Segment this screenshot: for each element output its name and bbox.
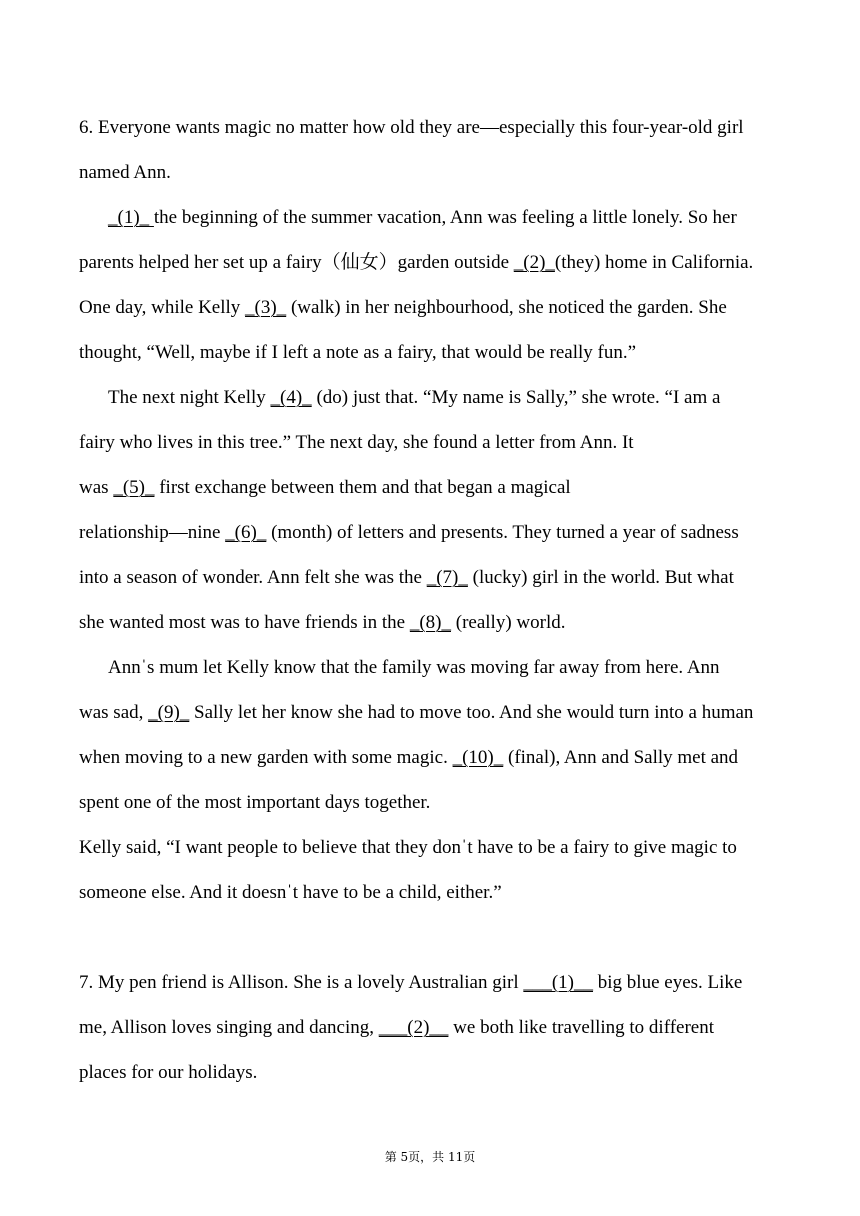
- text: spent one of the most important days together.: [79, 792, 431, 813]
- text: was sad,: [79, 702, 149, 723]
- q6-para3-line-4: [79, 791, 430, 815]
- text: The next night Kelly: [108, 387, 271, 408]
- text: 6. Everyone wants magic no matter how old they are—especially this four-year-old girl: [79, 117, 744, 138]
- text: big blue eyes. Like: [593, 972, 743, 993]
- blank-5: _(5)_: [113, 477, 155, 498]
- text: (really) world.: [451, 612, 566, 633]
- text: fairy who lives in this tree.” The next day, she found a letter from Ann. It: [79, 432, 634, 453]
- blank-7: _(7)_: [426, 567, 468, 588]
- q6-para1-line-2: [79, 251, 753, 275]
- text: when moving to a new garden with some magic.: [79, 747, 453, 768]
- text: into a season of wonder. Ann felt she was the: [79, 567, 427, 588]
- q6-para2-line-2: [79, 431, 634, 455]
- text: Sally let her know she had to move too. And she would turn into a human: [189, 702, 754, 723]
- q7-line-2: [79, 1016, 714, 1040]
- q6-para1-line-4: [79, 341, 636, 365]
- text: the beginning of the summer vacation, Ann was feeling a little lonely. So her: [153, 207, 737, 228]
- q7-line-3: [79, 1061, 257, 1085]
- blank-9: _(9)_: [148, 702, 190, 723]
- q6-para1-line-1: [108, 206, 737, 230]
- text: first exchange between them and that began a magical: [154, 477, 571, 498]
- q6-line-1: [79, 116, 744, 140]
- q6-para3-line-2: [79, 701, 753, 725]
- text: someone else. And it doesnˈt have to be a child, either.”: [79, 882, 502, 903]
- q6-line-2: [79, 161, 171, 185]
- text: (lucky) girl in the world. But what: [467, 567, 734, 588]
- text: (final), Ann and Sally met and: [503, 747, 739, 768]
- page-footer: 第 5页，共 11页: [384, 1150, 476, 1164]
- q6-para2-line-4: [79, 521, 739, 545]
- text: places for our holidays.: [79, 1062, 258, 1083]
- text: me, Allison loves singing and dancing,: [79, 1017, 379, 1038]
- blank-1: _(1)_: [108, 207, 154, 228]
- text: (walk) in her neighbourhood, she noticed the garden. She: [286, 297, 727, 318]
- text: 7. My pen friend is Allison. She is a lovely Australian girl: [79, 972, 524, 993]
- text: we both like travelling to different: [448, 1017, 714, 1038]
- blank-6: _(6)_: [225, 522, 267, 543]
- text: Kelly said, “I want people to believe that they donˈt have to be a fairy to give magic to: [79, 837, 737, 858]
- text: thought, “Well, maybe if I left a note as a fairy, that would be really fun.”: [79, 342, 637, 363]
- q6-para2-line-6: [79, 611, 565, 635]
- blank-q7-2: ___(2)__: [378, 1017, 449, 1038]
- q6-para4-line-1: [79, 836, 737, 860]
- q6-para1-line-3: [79, 296, 727, 320]
- blank-4: _(4)_: [270, 387, 312, 408]
- text: Annˈs mum let Kelly know that the family was moving far away from here. Ann: [108, 657, 720, 678]
- text: parents helped her set up a fairy（仙女）garden outside: [79, 252, 514, 273]
- text: (do) just that. “My name is Sally,” she wrote. “I am a: [311, 387, 721, 408]
- blank-q7-1: ___(1)__: [523, 972, 594, 993]
- blank-2: _(2)_: [513, 252, 555, 273]
- q6-para3-line-3: [79, 746, 738, 770]
- text: relationship—nine: [79, 522, 226, 543]
- text: she wanted most was to have friends in the: [79, 612, 410, 633]
- q6-para3-line-1: [108, 656, 720, 680]
- text: was: [79, 477, 114, 498]
- q7-line-1: [79, 971, 742, 995]
- q6-para4-line-2: [79, 881, 502, 905]
- q6-para2-line-1: [108, 386, 720, 410]
- text: One day, while Kelly: [79, 297, 246, 318]
- blank-8: _(8)_: [409, 612, 451, 633]
- blank-3: _(3)_: [245, 297, 287, 318]
- text: named Ann.: [79, 162, 171, 183]
- text: (month) of letters and presents. They turned a year of sadness: [266, 522, 739, 543]
- blank-10: _(10)_: [452, 747, 504, 768]
- text: (they) home in California.: [554, 252, 754, 273]
- q6-para2-line-5: [79, 566, 734, 590]
- q6-para2-line-3: [79, 476, 571, 500]
